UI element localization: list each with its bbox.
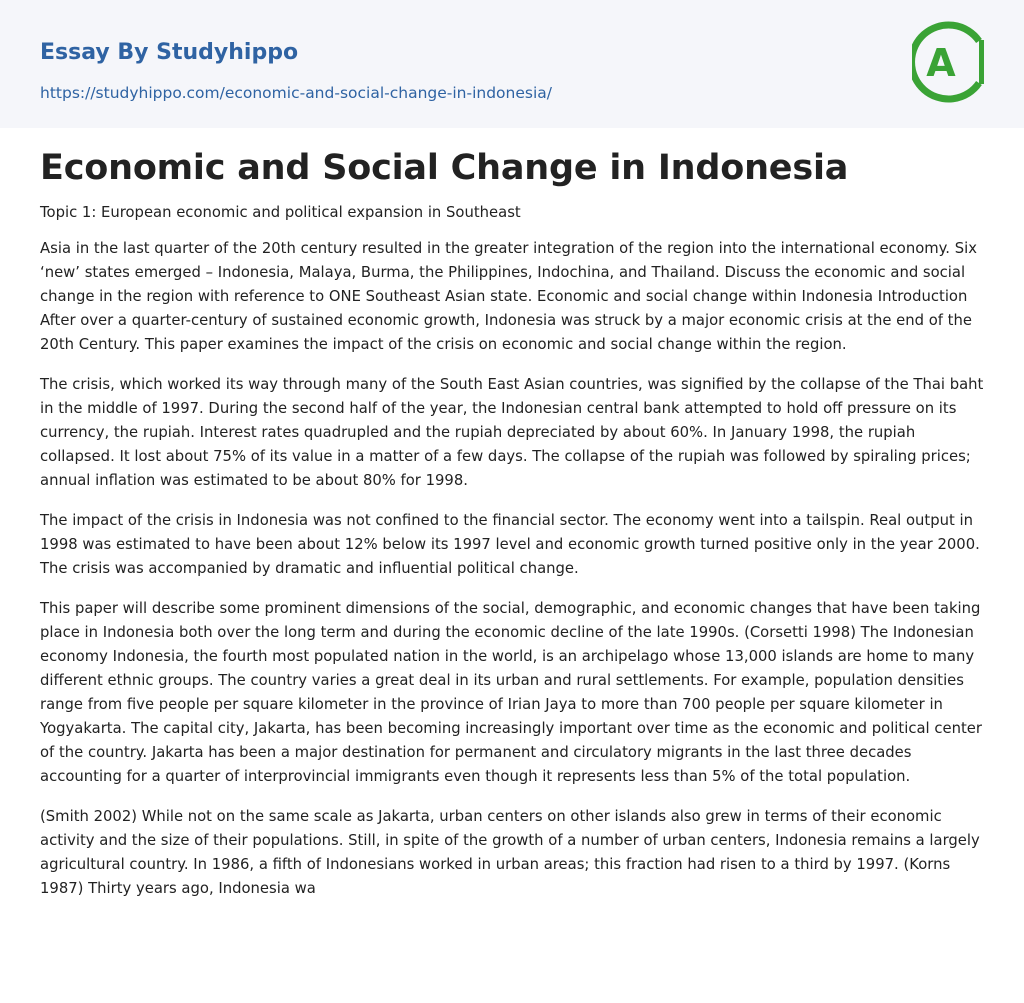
article-title: Economic and Social Change in Indonesia bbox=[40, 148, 849, 188]
article-content bbox=[40, 146, 990, 901]
paragraph-1: Asia in the last quarter of the 20th century resulted in the greater integration of the region into the international economy. Six ‘new’ states emerged – Indonesia, Malaya, Burma, the Philippines, Indochina, and Thailand. Discuss the economic and social change in the region with reference to ONE Southeast Asian state. Economic and social change within Indonesia Introduction After over a quarter-century of sustained economic growth, Indonesia was struck by a major economic crisis at the end of the 20th Century. This paper examines the impact of the crisis on economic and social change within the region. bbox=[40, 240, 977, 353]
paragraph-2: The crisis, which worked its way through many of the South East Asian countries, was signified by the collapse of the Thai baht in the middle of 1997. During the second half of the year, the Indonesian central bank attempted to hold off pressure on its currency, the rupiah. Interest rates quadrupled and the rupiah depreciated by about 60%. In January 1998, the rupiah collapsed. It lost about 75% of its value in a matter of a few days. The collapse of the rupiah was followed by spiraling prices; annual inflation was estimated to be about 80% for 1998. bbox=[40, 376, 984, 489]
paragraph-4: This paper will describe some prominent dimensions of the social, demographic, and economic changes that have been taking place in Indonesia both over the long term and during the economic decline of the late 1990s. (Corsetti 1998) The Indonesian economy Indonesia, the fourth most populated nation in the world, is an archipelago whose 13,000 islands are home to many different ethnic groups. The country varies a great deal in its urban and rural settlements. For example, population densities range from five people per square kilometer in the province of Irian Jaya to more than 700 people per square kilometer in Yogyakarta. The capital city, Jakarta, has been becoming increasingly important over time as the economic and political center of the country. Jakarta has been a major destination for permanent and circulatory migrants in the last three decades accounting for a quarter of interprovincial immigrants even though it represents less than 5% of the total population. bbox=[40, 600, 982, 785]
site-brand[interactable]: Essay By Studyhippo bbox=[40, 40, 299, 65]
logo-letter: A bbox=[926, 41, 956, 85]
article-url-link[interactable]: https://studyhippo.com/economic-and-social-change-in-indonesia/ bbox=[40, 84, 552, 102]
site-header bbox=[0, 0, 1024, 128]
article-topic: Topic 1: European economic and political expansion in Southeast bbox=[40, 204, 521, 221]
paragraph-5: (Smith 2002) While not on the same scale as Jakarta, urban centers on other islands also grew in terms of their economic activity and the size of their populations. Still, in spite of the growth of a number of urban centers, Indonesia remains a largely agricultural country. In 1986, a fifth of Indonesians worked in urban areas; this fraction had risen to a third by 1997. (Korns 1987) Thirty years ago, Indonesia wa bbox=[40, 808, 980, 897]
studyhippo-logo-icon[interactable] bbox=[912, 18, 988, 106]
paragraph-3: The impact of the crisis in Indonesia was not confined to the financial sector. The economy went into a tailspin. Real output in 1998 was estimated to have been about 12% below its 1997 level and economic growth turned positive only in the year 2000. The crisis was accompanied by dramatic and influential political change. bbox=[40, 512, 980, 577]
